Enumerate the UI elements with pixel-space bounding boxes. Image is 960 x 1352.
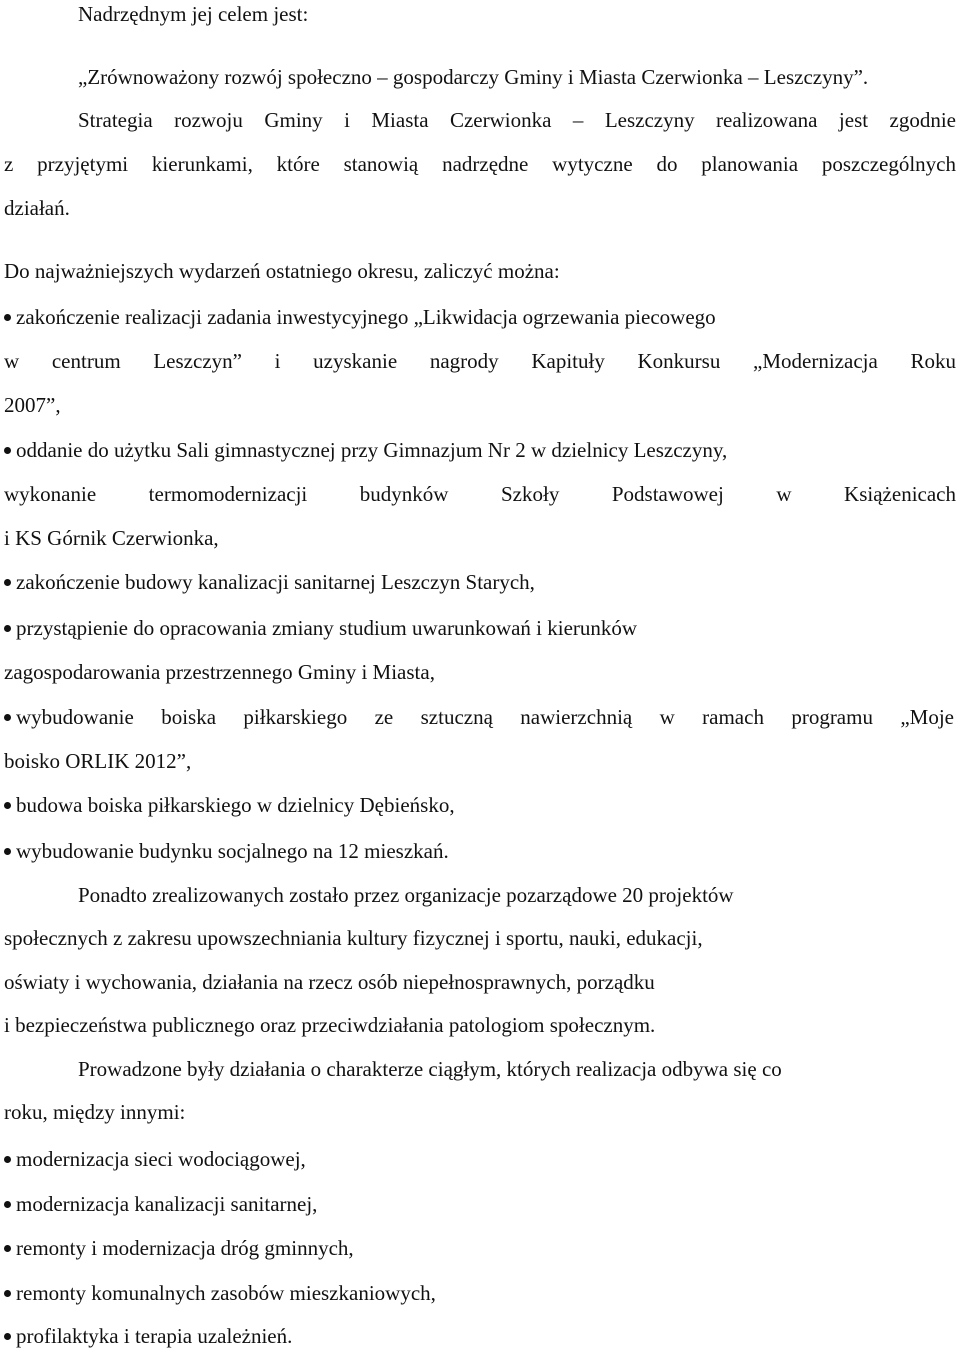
strategy-line-2: z przyjętymi kierunkami, które stanowią nadrzędne wytyczne do planowania poszczególnych — [4, 152, 956, 176]
strategy-line-1: Strategia rozwoju Gminy i Miasta Czerwionka – Leszczyny realizowana jest zgodnie — [78, 108, 956, 132]
list-item-continuation: w centrum Leszczyn” i uzyskanie nagrody Kapituły Konkursu „Modernizacja Roku — [4, 349, 956, 373]
list-item-text: oddanie do użytku Sali gimnastycznej przy Gimnazjum Nr 2 w dzielnicy Leszczyny, — [16, 438, 728, 462]
list-item — [2, 434, 954, 466]
list-item — [2, 701, 954, 733]
list-item-text: wybudowanie boiska piłkarskiego ze sztuczną nawierzchnią w ramach programu „Moje — [16, 705, 954, 729]
list-item — [2, 612, 954, 644]
ngo-line-4: i bezpieczeństwa publicznego oraz przeciwdziałania patologiom społecznym. — [4, 1013, 656, 1037]
bullet-icon — [4, 625, 11, 632]
bullet-icon — [4, 1156, 11, 1163]
list-item-continuation: zagospodarowania przestrzennego Gminy i Miasta, — [4, 660, 435, 684]
list-item-continuation: wykonanie termomodernizacji budynków Szkoły Podstawowej w Książenicach — [4, 482, 956, 506]
bullet-icon — [4, 1290, 11, 1297]
list-item — [2, 1188, 954, 1220]
list-item-continuation: i KS Górnik Czerwionka, — [4, 526, 219, 550]
list-item — [2, 1277, 954, 1309]
list-item — [2, 301, 954, 333]
intro-heading: Nadrzędnym jej celem jest: — [78, 2, 309, 26]
bullet-icon — [4, 848, 11, 855]
bullet-icon — [4, 1245, 11, 1252]
list-item-text: budowa boiska piłkarskiego w dzielnicy Dębieńsko, — [16, 793, 455, 817]
list-item-continuation: 2007”, — [4, 393, 61, 417]
ngo-line-1: Ponadto zrealizowanych zostało przez organizacje pozarządowe 20 projektów — [78, 883, 734, 907]
ngo-line-3: oświaty i wychowania, działania na rzecz osób niepełnosprawnych, porządku — [4, 970, 655, 994]
bullet-icon — [4, 314, 11, 321]
continuous-line-2: roku, między innymi: — [4, 1100, 186, 1124]
bullet-icon — [4, 802, 11, 809]
bullet-icon — [4, 1201, 11, 1208]
list-item-text: modernizacja kanalizacji sanitarnej, — [16, 1192, 318, 1216]
list-item-continuation: boisko ORLIK 2012”, — [4, 749, 192, 773]
list-item-text: zakończenie budowy kanalizacji sanitarnej Leszczyn Starych, — [16, 570, 535, 594]
list-item-text: wybudowanie budynku socjalnego na 12 mieszkań. — [16, 839, 449, 863]
bullet-icon — [4, 579, 11, 586]
list-item — [2, 789, 954, 821]
list-item-text: zakończenie realizacji zadania inwestycyjnego „Likwidacja ogrzewania piecowego — [16, 305, 716, 329]
list-item-text: przystąpienie do opracowania zmiany studium uwarunkowań i kierunków — [16, 616, 638, 640]
list-item — [2, 1232, 954, 1264]
list-item — [2, 566, 954, 598]
events-heading: Do najważniejszych wydarzeń ostatniego okresu, zaliczyć można: — [4, 259, 560, 283]
list-item-text: remonty komunalnych zasobów mieszkaniowych, — [16, 1281, 436, 1305]
bullet-icon — [4, 447, 11, 454]
list-item-text: profilaktyka i terapia uzależnień. — [16, 1324, 293, 1348]
ngo-line-2: społecznych z zakresu upowszechniania kultury fizycznej i sportu, nauki, edukacji, — [4, 926, 703, 950]
list-item — [2, 1320, 954, 1352]
goal-statement: „Zrównoważony rozwój społeczno – gospodarczy Gminy i Miasta Czerwionka – Leszczyny”. — [78, 65, 869, 89]
continuous-line-1: Prowadzone były działania o charakterze ciągłym, których realizacja odbywa się co — [78, 1057, 782, 1081]
bullet-icon — [4, 1333, 11, 1340]
list-item-text: remonty i modernizacja dróg gminnych, — [16, 1236, 354, 1260]
list-item-text: modernizacja sieci wodociągowej, — [16, 1147, 306, 1171]
bullet-icon — [4, 714, 11, 721]
list-item — [2, 835, 954, 867]
strategy-line-3: działań. — [4, 196, 70, 220]
list-item — [2, 1143, 954, 1175]
